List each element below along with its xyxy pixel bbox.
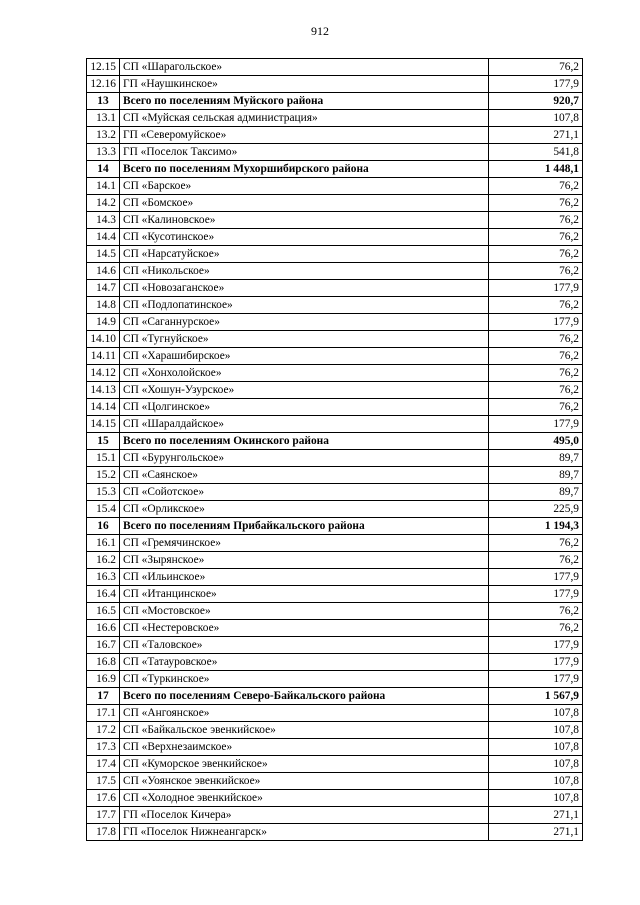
district-total-row: [87, 518, 583, 535]
amount-value: 89,7: [489, 467, 583, 484]
settlement-name: СП «Подлопатинское»: [120, 297, 489, 314]
settlement-row: [87, 807, 583, 824]
row-number: 14.15: [87, 416, 120, 433]
district-total-row: [87, 93, 583, 110]
settlement-row: [87, 773, 583, 790]
amount-value: 76,2: [489, 178, 583, 195]
settlement-row: [87, 484, 583, 501]
settlement-row: [87, 76, 583, 93]
amount-value: 271,1: [489, 824, 583, 841]
amount-value: 177,9: [489, 280, 583, 297]
row-number: 14.12: [87, 365, 120, 382]
amount-value: 76,2: [489, 212, 583, 229]
amount-value: 107,8: [489, 773, 583, 790]
settlement-row: [87, 535, 583, 552]
settlement-row: [87, 314, 583, 331]
settlement-name: СП «Саганнурское»: [120, 314, 489, 331]
settlement-name: СП «Хонхолойское»: [120, 365, 489, 382]
row-number: 12.15: [87, 59, 120, 76]
amount-value: 76,2: [489, 399, 583, 416]
amount-value: 177,9: [489, 671, 583, 688]
row-number: 14.8: [87, 297, 120, 314]
settlement-row: [87, 280, 583, 297]
settlement-row: [87, 263, 583, 280]
amount-value: 495,0: [489, 433, 583, 450]
settlement-name: СП «Нестеровское»: [120, 620, 489, 637]
amount-value: 271,1: [489, 127, 583, 144]
row-number: 16.8: [87, 654, 120, 671]
row-number: 15: [87, 433, 120, 450]
amount-value: 76,2: [489, 603, 583, 620]
amount-value: 920,7: [489, 93, 583, 110]
amount-value: 1 448,1: [489, 161, 583, 178]
settlement-name: СП «Ангоянское»: [120, 705, 489, 722]
settlement-name: СП «Верхнезаимское»: [120, 739, 489, 756]
row-number: 14.4: [87, 229, 120, 246]
row-number: 14.6: [87, 263, 120, 280]
settlement-row: [87, 620, 583, 637]
settlement-name: СП «Мостовское»: [120, 603, 489, 620]
amount-value: 177,9: [489, 586, 583, 603]
row-number: 16.7: [87, 637, 120, 654]
row-number: 15.1: [87, 450, 120, 467]
settlement-name: СП «Гремячинское»: [120, 535, 489, 552]
amount-value: 177,9: [489, 654, 583, 671]
settlement-name: СП «Шаралдайское»: [120, 416, 489, 433]
settlement-name: СП «Кусотинское»: [120, 229, 489, 246]
row-number: 12.16: [87, 76, 120, 93]
amount-value: 177,9: [489, 76, 583, 93]
settlement-row: [87, 637, 583, 654]
row-number: 16: [87, 518, 120, 535]
amount-value: 177,9: [489, 569, 583, 586]
amount-value: 76,2: [489, 229, 583, 246]
settlement-row: [87, 722, 583, 739]
amount-value: 107,8: [489, 722, 583, 739]
amount-value: 177,9: [489, 416, 583, 433]
settlement-name: Всего по поселениям Окинского района: [120, 433, 489, 450]
row-number: 16.9: [87, 671, 120, 688]
amount-value: 89,7: [489, 450, 583, 467]
row-number: 14.3: [87, 212, 120, 229]
settlement-name: СП «Харашибирское»: [120, 348, 489, 365]
district-total-row: [87, 688, 583, 705]
settlement-name: СП «Барское»: [120, 178, 489, 195]
settlement-row: [87, 331, 583, 348]
settlement-row: [87, 365, 583, 382]
settlement-row: [87, 552, 583, 569]
row-number: 14.9: [87, 314, 120, 331]
settlement-name: Всего по поселениям Мухоршибирского района: [120, 161, 489, 178]
settlement-row: [87, 756, 583, 773]
amount-value: 107,8: [489, 705, 583, 722]
amount-value: 76,2: [489, 331, 583, 348]
settlement-name: Всего по поселениям Прибайкальского района: [120, 518, 489, 535]
row-number: 14: [87, 161, 120, 178]
settlement-name: СП «Тугнуйское»: [120, 331, 489, 348]
table-body: [87, 59, 583, 841]
settlement-name: СП «Зырянское»: [120, 552, 489, 569]
settlement-name: СП «Сойотское»: [120, 484, 489, 501]
settlement-row: [87, 297, 583, 314]
row-number: 17.1: [87, 705, 120, 722]
settlement-name: СП «Куморское эвенкийское»: [120, 756, 489, 773]
row-number: 14.14: [87, 399, 120, 416]
settlement-row: [87, 127, 583, 144]
row-number: 15.3: [87, 484, 120, 501]
row-number: 16.6: [87, 620, 120, 637]
settlement-row: [87, 569, 583, 586]
page-number: 912: [311, 24, 329, 38]
row-number: 16.5: [87, 603, 120, 620]
settlement-row: [87, 705, 583, 722]
row-number: 14.10: [87, 331, 120, 348]
settlement-name: СП «Шарагольское»: [120, 59, 489, 76]
settlement-name: ГП «Поселок Нижнеангарск»: [120, 824, 489, 841]
settlement-row: [87, 195, 583, 212]
settlement-row: [87, 246, 583, 263]
settlement-name: ГП «Поселок Таксимо»: [120, 144, 489, 161]
row-number: 14.1: [87, 178, 120, 195]
row-number: 16.4: [87, 586, 120, 603]
row-number: 17.2: [87, 722, 120, 739]
row-number: 13.1: [87, 110, 120, 127]
settlement-name: СП «Байкальское эвенкийское»: [120, 722, 489, 739]
settlement-row: [87, 144, 583, 161]
row-number: 16.1: [87, 535, 120, 552]
settlements-table: [86, 58, 583, 841]
row-number: 16.2: [87, 552, 120, 569]
amount-value: 76,2: [489, 365, 583, 382]
settlement-name: ГП «Поселок Кичера»: [120, 807, 489, 824]
settlement-name: Всего по поселениям Муйского района: [120, 93, 489, 110]
settlement-name: СП «Уоянское эвенкийское»: [120, 773, 489, 790]
district-total-row: [87, 161, 583, 178]
amount-value: 89,7: [489, 484, 583, 501]
settlement-name: СП «Бомское»: [120, 195, 489, 212]
row-number: 15.4: [87, 501, 120, 518]
settlement-name: СП «Орликское»: [120, 501, 489, 518]
settlement-name: СП «Татауровское»: [120, 654, 489, 671]
amount-value: 271,1: [489, 807, 583, 824]
settlement-row: [87, 110, 583, 127]
amount-value: 76,2: [489, 246, 583, 263]
settlement-row: [87, 654, 583, 671]
row-number: 17.6: [87, 790, 120, 807]
settlement-name: СП «Цолгинское»: [120, 399, 489, 416]
settlement-row: [87, 382, 583, 399]
amount-value: 76,2: [489, 620, 583, 637]
amount-value: 76,2: [489, 535, 583, 552]
settlement-name: ГП «Наушкинское»: [120, 76, 489, 93]
row-number: 16.3: [87, 569, 120, 586]
row-number: 14.2: [87, 195, 120, 212]
settlement-name: СП «Холодное эвенкийское»: [120, 790, 489, 807]
amount-value: 107,8: [489, 756, 583, 773]
amount-value: 76,2: [489, 348, 583, 365]
settlement-row: [87, 603, 583, 620]
amount-value: 107,8: [489, 790, 583, 807]
row-number: 17.4: [87, 756, 120, 773]
row-number: 17: [87, 688, 120, 705]
row-number: 13.2: [87, 127, 120, 144]
settlement-name: СП «Калиновское»: [120, 212, 489, 229]
settlement-name: СП «Хошун-Узурское»: [120, 382, 489, 399]
amount-value: 76,2: [489, 552, 583, 569]
settlement-name: СП «Никольское»: [120, 263, 489, 280]
settlement-row: [87, 450, 583, 467]
row-number: 17.8: [87, 824, 120, 841]
settlement-row: [87, 790, 583, 807]
settlement-row: [87, 212, 583, 229]
settlement-name: СП «Новозаганское»: [120, 280, 489, 297]
settlement-row: [87, 824, 583, 841]
amount-value: 225,9: [489, 501, 583, 518]
row-number: 14.13: [87, 382, 120, 399]
amount-value: 1 194,3: [489, 518, 583, 535]
settlement-row: [87, 467, 583, 484]
district-total-row: [87, 433, 583, 450]
amount-value: 76,2: [489, 297, 583, 314]
settlement-name: СП «Нарсатуйское»: [120, 246, 489, 263]
settlement-row: [87, 59, 583, 76]
row-number: 14.11: [87, 348, 120, 365]
row-number: 13.3: [87, 144, 120, 161]
row-number: 17.3: [87, 739, 120, 756]
row-number: 17.7: [87, 807, 120, 824]
row-number: 14.5: [87, 246, 120, 263]
amount-value: 177,9: [489, 314, 583, 331]
settlement-name: СП «Бурунгольское»: [120, 450, 489, 467]
amount-value: 76,2: [489, 382, 583, 399]
settlement-row: [87, 229, 583, 246]
settlement-name: СП «Таловское»: [120, 637, 489, 654]
settlement-name: ГП «Северомуйское»: [120, 127, 489, 144]
settlement-row: [87, 416, 583, 433]
settlement-row: [87, 178, 583, 195]
row-number: 14.7: [87, 280, 120, 297]
row-number: 17.5: [87, 773, 120, 790]
row-number: 13: [87, 93, 120, 110]
amount-value: 76,2: [489, 195, 583, 212]
settlement-row: [87, 586, 583, 603]
settlement-name: СП «Ильинское»: [120, 569, 489, 586]
settlement-name: СП «Итанцинское»: [120, 586, 489, 603]
amount-value: 177,9: [489, 637, 583, 654]
settlement-row: [87, 501, 583, 518]
settlement-name: СП «Саянское»: [120, 467, 489, 484]
amount-value: 76,2: [489, 59, 583, 76]
settlement-name: СП «Муйская сельская администрация»: [120, 110, 489, 127]
amount-value: 1 567,9: [489, 688, 583, 705]
amount-value: 107,8: [489, 110, 583, 127]
settlement-row: [87, 348, 583, 365]
settlement-name: Всего по поселениям Северо-Байкальского района: [120, 688, 489, 705]
settlement-row: [87, 671, 583, 688]
row-number: 15.2: [87, 467, 120, 484]
settlement-row: [87, 399, 583, 416]
settlement-row: [87, 739, 583, 756]
amount-value: 76,2: [489, 263, 583, 280]
amount-value: 107,8: [489, 739, 583, 756]
amount-value: 541,8: [489, 144, 583, 161]
settlement-name: СП «Туркинское»: [120, 671, 489, 688]
